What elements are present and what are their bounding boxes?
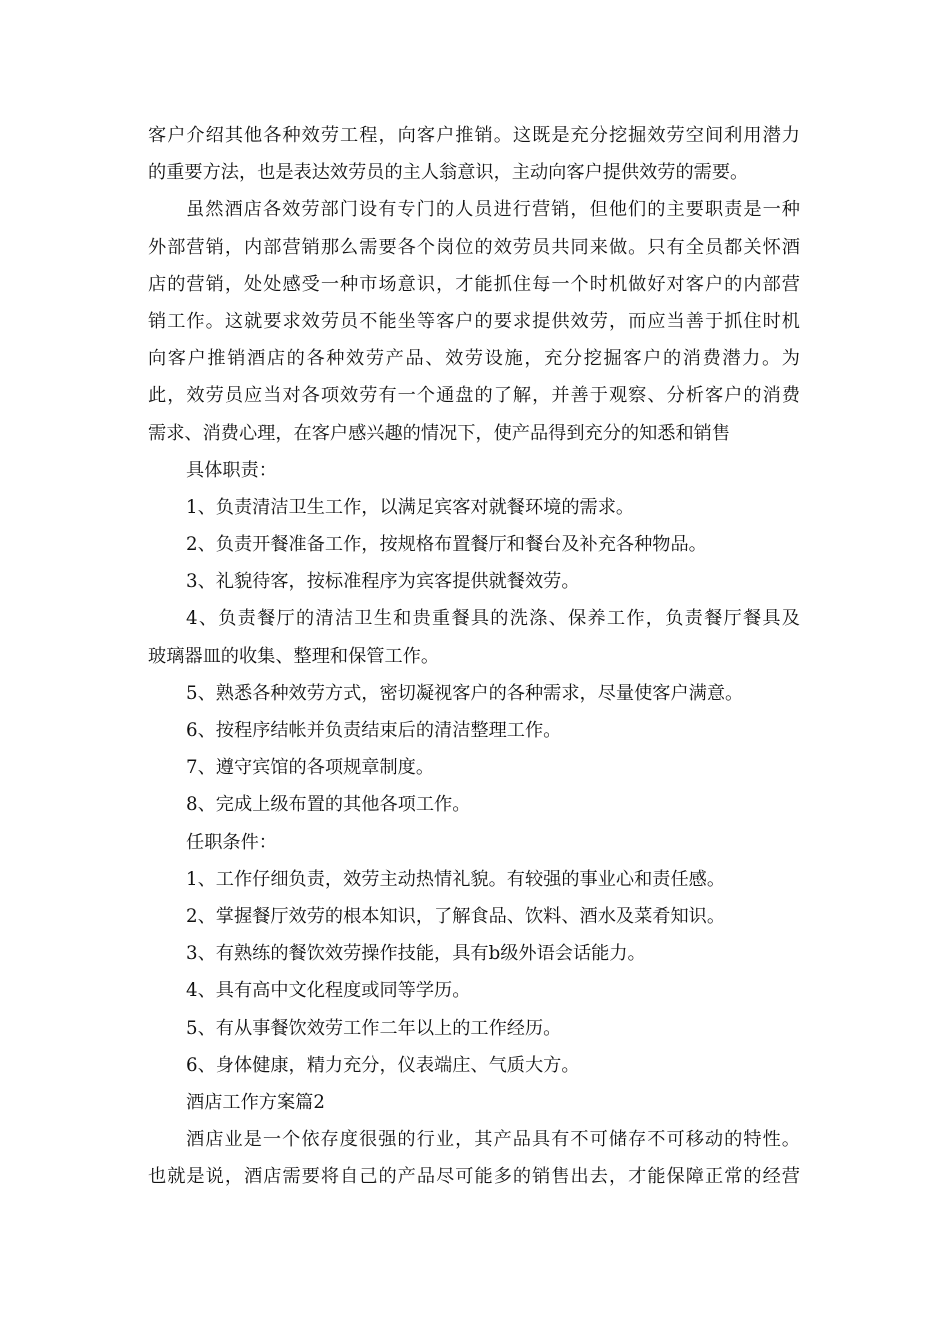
- text-line: 此，效劳员应当对各项效劳有一个通盘的了解，并善于观察、分析客户的消费: [148, 385, 800, 407]
- text-line: 具体职责：: [186, 459, 277, 481]
- text-line: 酒店工作方案篇2: [186, 1091, 325, 1113]
- text-line: 3、有熟练的餐饮效劳操作技能，具有b级外语会话能力。: [186, 943, 646, 965]
- text-line: 2、掌握餐厅效劳的根本知识，了解食品、饮料、酒水及菜肴知识。: [186, 905, 726, 927]
- text-line: 1、负责清洁卫生工作，以满足宾客对就餐环境的需求。: [186, 496, 635, 518]
- text-line: 1、工作仔细负责，效劳主动热情礼貌。有较强的事业心和责任感。: [186, 868, 726, 890]
- text-line: 4、具有高中文化程度或同等学历。: [186, 980, 471, 1002]
- text-line: 6、按程序结帐并负责结束后的清洁整理工作。: [186, 720, 562, 741]
- text-line: 5、有从事餐饮效劳工作二年以上的工作经历。: [186, 1017, 562, 1039]
- text-line: 酒店业是一个依存度很强的行业，其产品具有不可储存不可移动的特性。: [186, 1129, 800, 1151]
- text-line: 任职条件：: [186, 831, 277, 853]
- text-line: 向客户推销酒店的各种效劳产品、效劳设施，充分挖掘客户的消费潜力。为: [148, 348, 800, 370]
- text-line: 3、礼貌待客，按标准程序为宾客提供就餐效劳。: [186, 571, 580, 593]
- text-line: 8、完成上级布置的其他各项工作。: [186, 794, 471, 816]
- text-line: 5、熟悉各种效劳方式，密切凝视客户的各种需求，尽量使客户满意。: [186, 682, 744, 704]
- text-line: 4、负责餐厅的清洁卫生和贵重餐具的洗涤、保养工作，负责餐厅餐具及: [186, 608, 800, 630]
- text-line: 也就是说，酒店需要将自己的产品尽可能多的销售出去，才能保障正常的经营: [148, 1166, 800, 1188]
- text-line: 7、遵守宾馆的各项规章制度。: [186, 757, 435, 779]
- text-line: 需求、消费心理，在客户感兴趣的情况下，使产品得到充分的知悉和销售: [148, 422, 731, 444]
- text-line: 2、负责开餐准备工作，按规格布置餐厅和餐台及补充各种物品。: [186, 534, 707, 556]
- text-line: 外部营销，内部营销那么需要各个岗位的效劳员共同来做。只有全员都关怀酒: [148, 236, 800, 258]
- text-line: 虽然酒店各效劳部门设有专门的人员进行营销，但他们的主要职责是一种: [186, 199, 800, 221]
- text-line: 客户介绍其他各种效劳工程，向客户推销。这既是充分挖掘效劳空间利用潜力: [148, 125, 800, 146]
- document-body: [148, 117, 800, 1195]
- text-line: 销工作。这就要求效劳员不能坐等客户的要求提供效劳，而应当善于抓住时机: [148, 310, 800, 332]
- text-line: 店的营销，处处感受一种市场意识，才能抓住每一个时机做好对客户的内部营: [148, 273, 800, 295]
- text-line: 6、身体健康，精力充分，仪表端庄、气质大方。: [186, 1054, 580, 1076]
- text-line: 的重要方法，也是表达效劳员的主人翁意识，主动向客户提供效劳的需要。: [148, 162, 749, 184]
- text-line: 玻璃器皿的收集、整理和保管工作。: [148, 645, 440, 667]
